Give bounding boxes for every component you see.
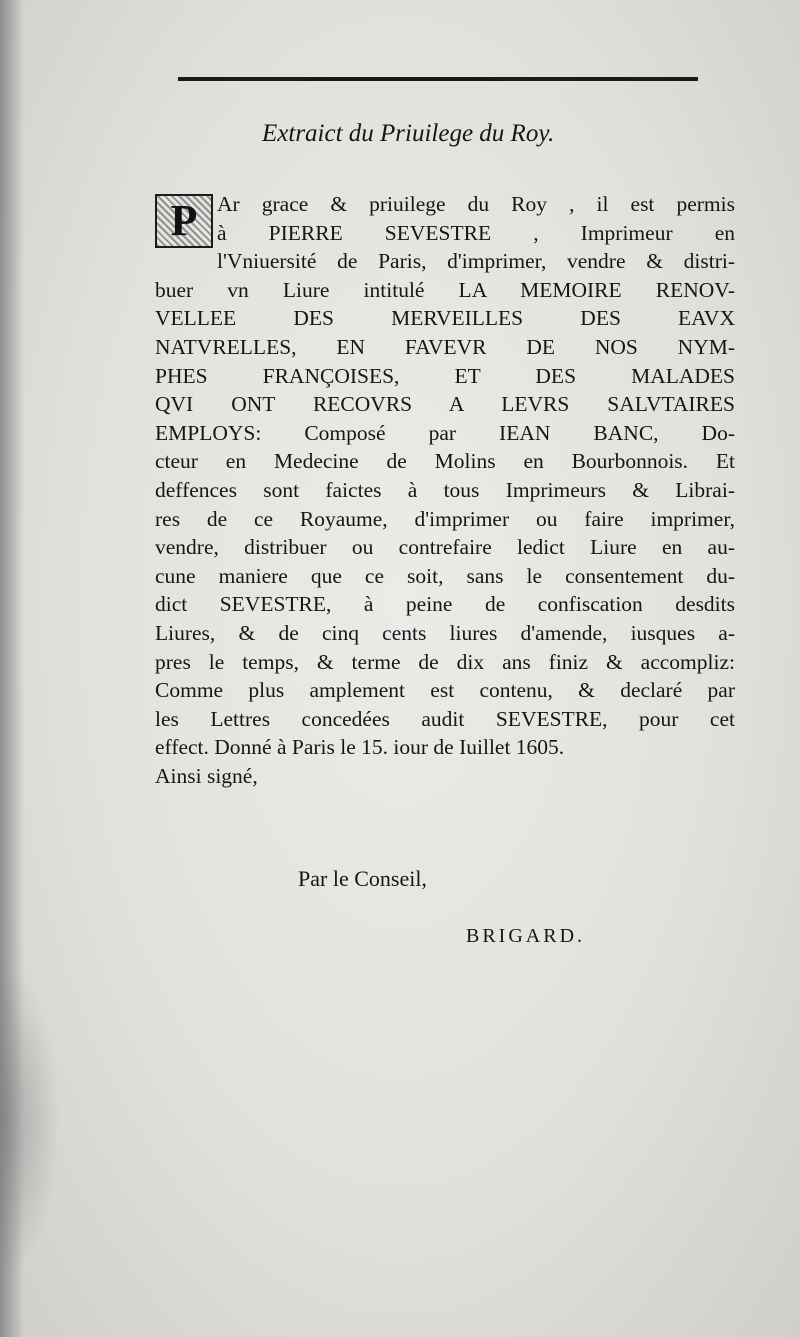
text-line: à PIERRE SEVESTRE , Imprimeur en (217, 220, 735, 245)
text-line: vendre, distribuer ou contrefaire ledict Liure en au- (155, 535, 735, 560)
text-line: Ainsi signé, (155, 763, 258, 788)
text-line: EMPLOYS: Composé par IEAN BANC, Do- (155, 420, 735, 445)
council-line: Par le Conseil, (298, 866, 427, 891)
privilege-text (155, 190, 735, 790)
text-line: res de ce Royaume, d'imprimer ou faire imprimer, (155, 506, 735, 531)
text-line: deffences sont faictes à tous Imprimeurs & Librai- (155, 477, 735, 502)
drop-cap-glyph: P (157, 196, 211, 246)
page-stain (0, 960, 60, 1280)
text-line: QVI ONT RECOVRS A LEVRS SALVTAIRES (155, 392, 735, 417)
text-line: l'Vniuersité de Paris, d'imprimer, vendre & distri- (217, 249, 735, 274)
text-line: Liures, & de cinq cents liures d'amende, iusques a- (155, 620, 735, 645)
header-rule (178, 77, 698, 81)
text-line: cteur en Medecine de Molins en Bourbonnois. Et (155, 449, 735, 474)
text-line: effect. Donné à Paris le 15. iour de Iuillet 1605. (155, 735, 565, 760)
text-line: buer vn Liure intitulé LA MEMOIRE RENOV- (155, 277, 735, 302)
text-line: pres le temps, & terme de dix ans finiz & accompliz: (155, 649, 735, 674)
signatory-name: BRIGARD. (466, 925, 586, 947)
text-line: PHES FRANÇOISES, ET DES MALADES (155, 363, 735, 388)
text-line: les Lettres concedées audit SEVESTRE, pour cet (155, 706, 735, 731)
text-line: cune maniere que ce soit, sans le consentement du- (155, 563, 735, 588)
text-line: VELLEE DES MERVEILLES DES EAVX (155, 306, 735, 331)
text-line: NATVRELLES, EN FAVEVR DE NOS NYM- (155, 334, 735, 359)
text-line: Comme plus amplement est contenu, & declaré par (155, 678, 735, 703)
page-title: Extraict du Priuilege du Roy. (262, 120, 555, 147)
drop-cap-letter (155, 194, 213, 248)
text-line: dict SEVESTRE, à peine de confiscation desdits (155, 592, 735, 617)
text-line: Ar grace & priuilege du Roy , il est permis (217, 192, 735, 216)
